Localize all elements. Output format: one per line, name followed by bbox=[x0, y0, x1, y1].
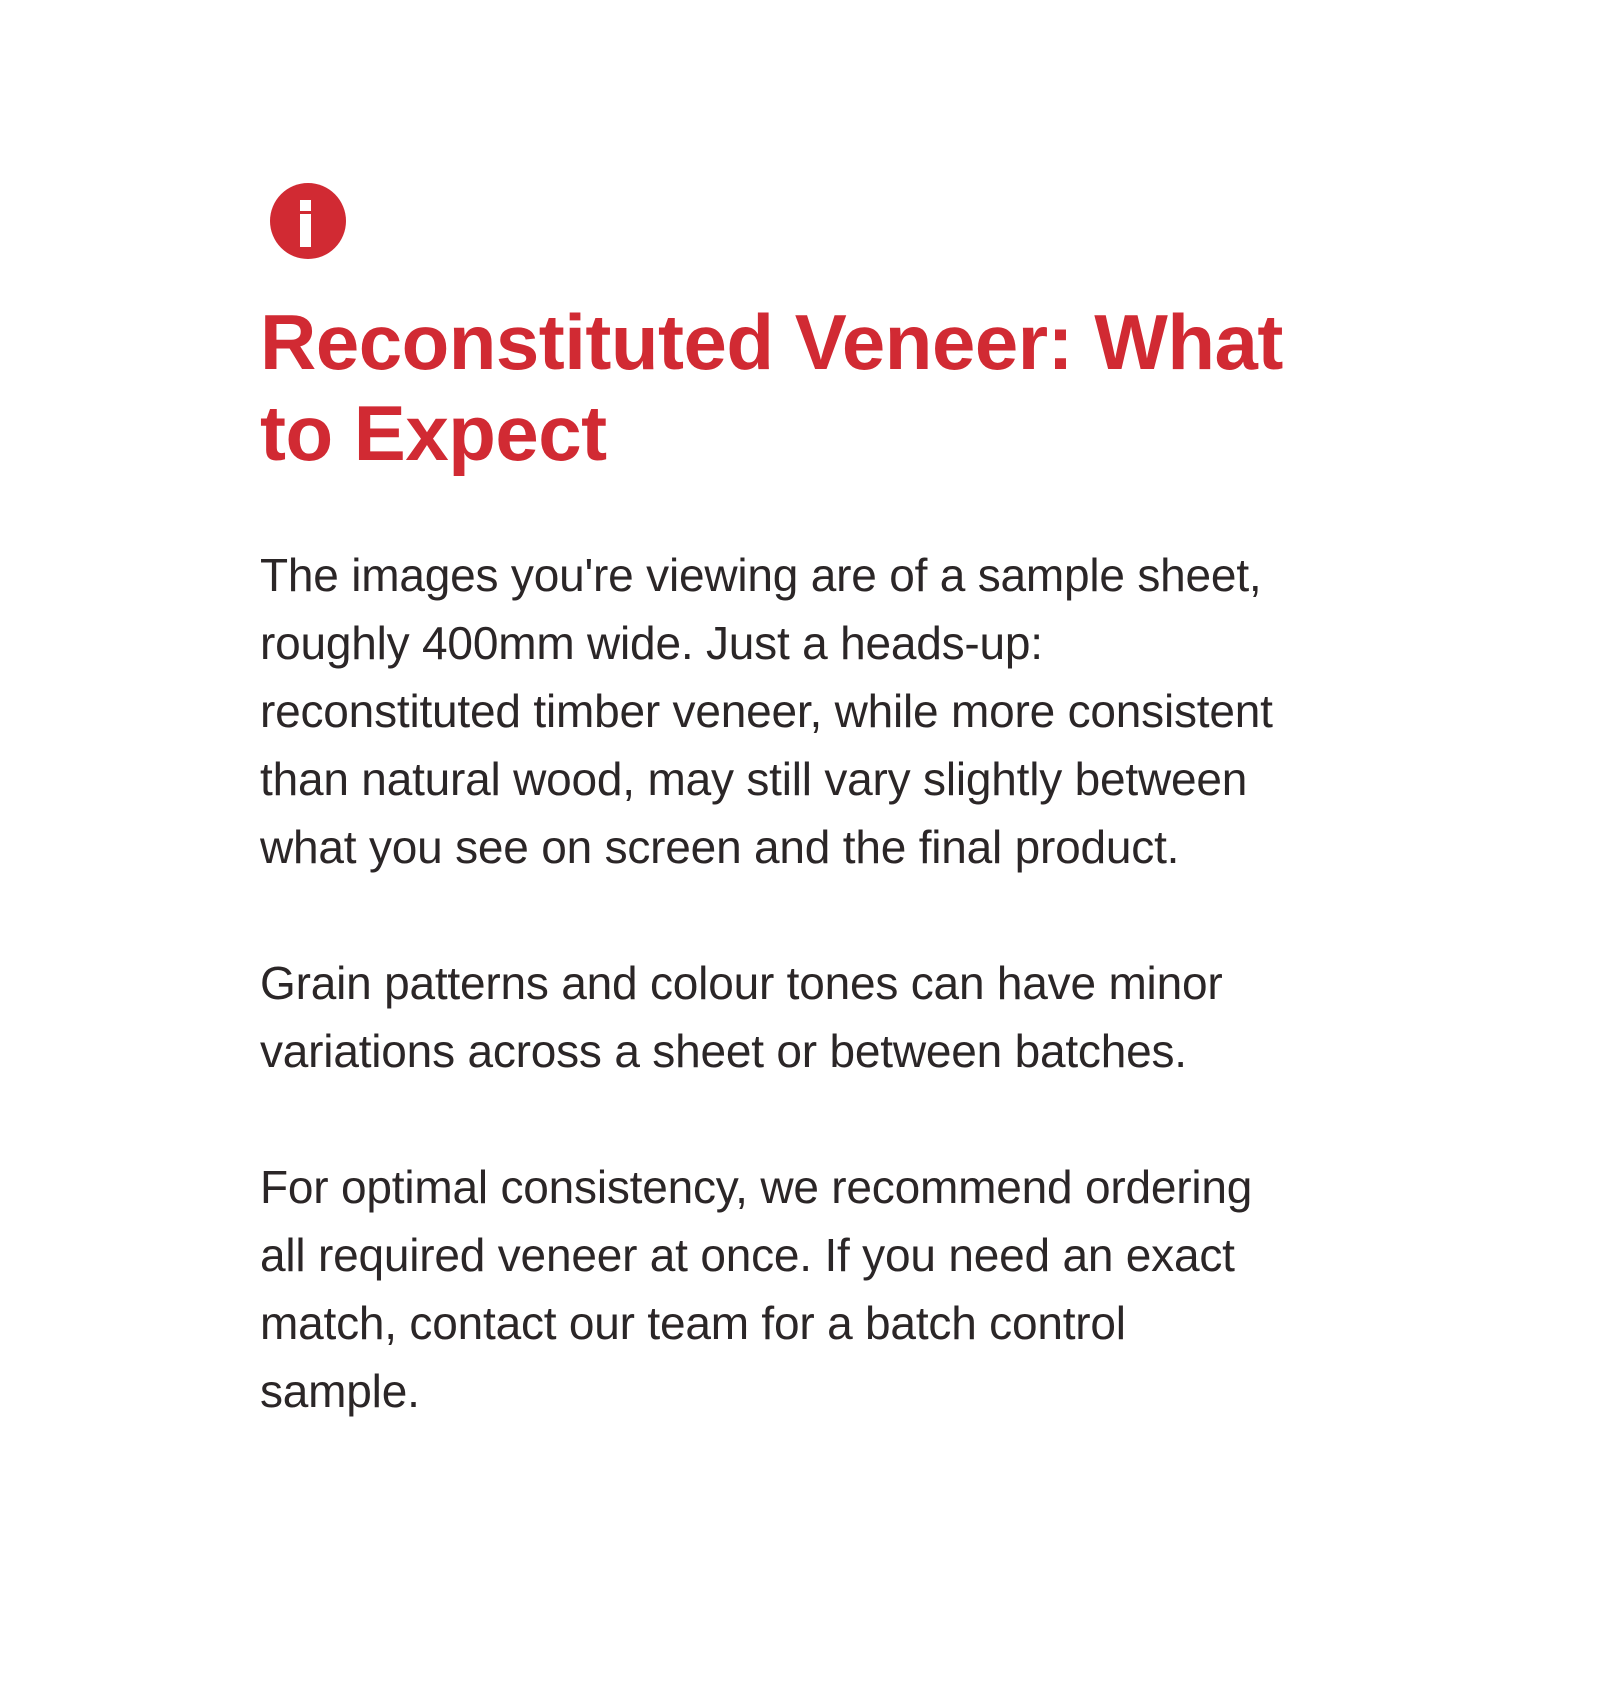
info-icon-stem bbox=[300, 214, 311, 247]
paragraph-grain-variation: Grain patterns and colour tones can have minor variations across a sheet or between batches. bbox=[260, 957, 1223, 1077]
info-section bbox=[260, 183, 1345, 1425]
paragraph-ordering-advice: For optimal consistency, we recommend ordering all required veneer at once. If you need an exact match, contact our team for a batch control sample. bbox=[260, 1161, 1253, 1417]
section-heading: Reconstituted Veneer: What to Expect bbox=[260, 298, 1283, 477]
info-icon-dot bbox=[300, 200, 311, 211]
section-body bbox=[260, 541, 1275, 1425]
info-icon bbox=[270, 183, 346, 259]
paragraph-sample-sheet: The images you're viewing are of a sample sheet, roughly 400mm wide. Just a heads-up: reconstituted timber veneer, while more consistent than natural wood, may still vary slightly between what you see on screen and the final product. bbox=[260, 549, 1273, 873]
